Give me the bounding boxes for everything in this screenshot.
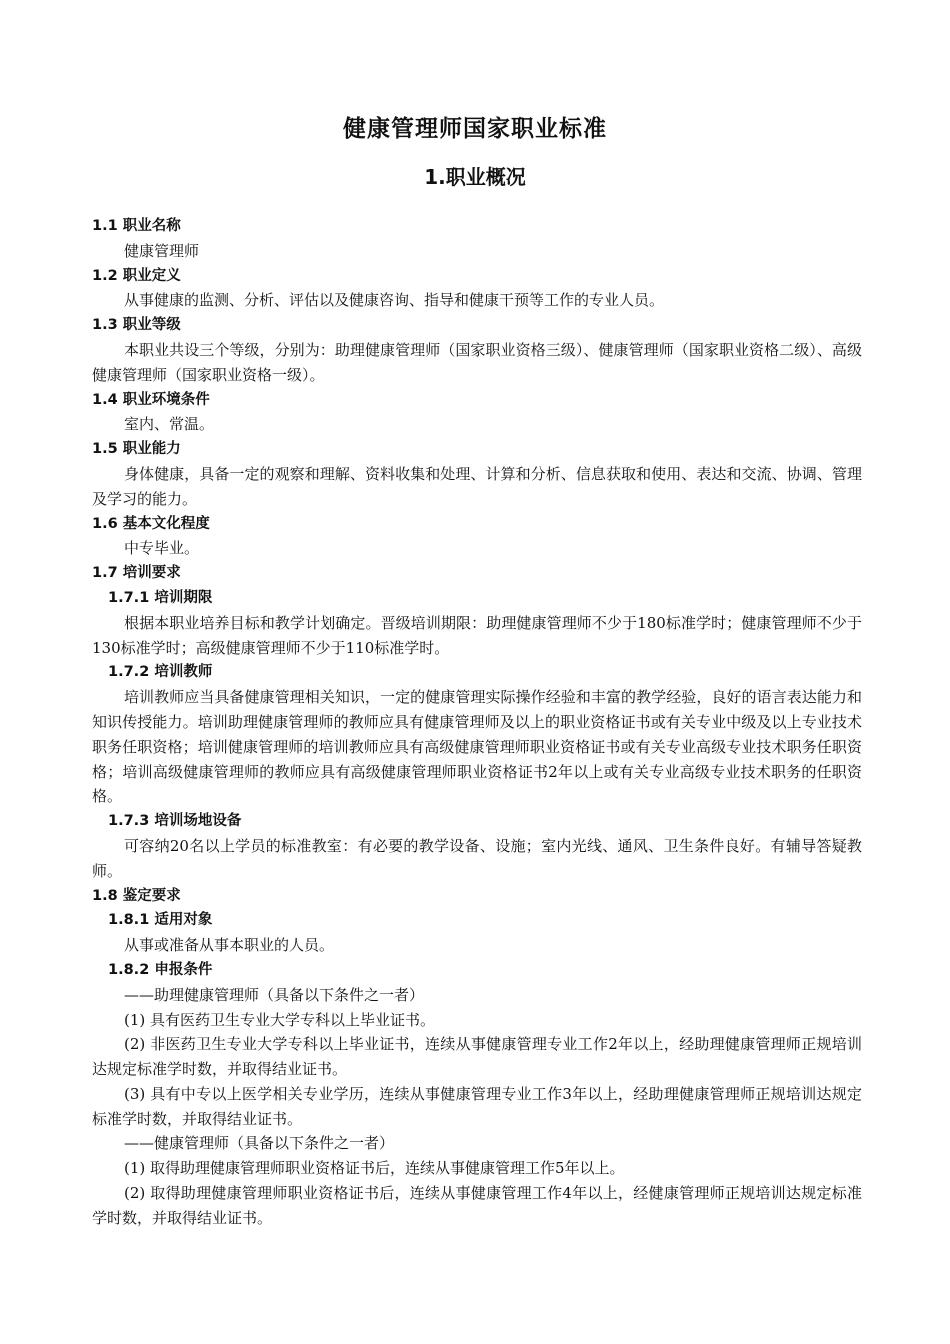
subsection-heading: 1.7.2 培训教师	[108, 664, 213, 681]
section-heading: 1.3 职业等级	[92, 317, 181, 334]
document-title: 健康管理师国家职业标准	[343, 116, 607, 142]
section-text: 从事或准备从事本职业的人员。	[124, 936, 335, 955]
condition-item: (1) 取得助理健康管理师职业资格证书后，连续从事健康管理工作5年以上。	[124, 1159, 625, 1178]
subsection-heading: 1.7.3 培训场地设备	[108, 813, 242, 830]
section-text: 培训教师应当具备健康管理相关知识，一定的健康管理实际操作经验和丰富的教学经验，良好的语言表达能力和知识传授能力。培训助理健康管理师的教师应具有健康管理师及以上的职业资格证书或有关专业中级及以上专业技术职务任职资格；培训健康管理师的培训教师应具有高级健康管理师职业资格证书或有关专业高级专业技术职务任职资格；培训高级健康管理师的教师应具有高级健康管理师职业资格证书2年以上或有关专业高级专业技术职务的任职资格。	[92, 688, 862, 806]
subsection-heading: 1.7.1 培训期限	[108, 589, 213, 606]
section-heading: 1.2 职业定义	[92, 267, 181, 284]
chapter-title: 1.职业概况	[424, 165, 526, 189]
section-heading: 1.1 职业名称	[92, 218, 181, 234]
condition-item: (2) 非医药卫生专业大学专科以上毕业证书，连续从事健康管理专业工作2年以上，经助理健康管理师正规培训达规定标准学时数，并取得结业证书。	[92, 1035, 862, 1079]
section-text: 从事健康的监测、分析、评估以及健康咨询、指导和健康干预等工作的专业人员。	[124, 291, 665, 310]
section-text: 室内、常温。	[124, 415, 215, 434]
section-text: 健康管理师	[124, 241, 200, 260]
condition-group-title: ——健康管理师（具备以下条件之一者）	[124, 1134, 395, 1153]
condition-item: (1) 具有医药卫生专业大学专科以上毕业证书。	[124, 1010, 436, 1029]
section-text: 根据本职业培养目标和教学计划确定。晋级培训期限：助理健康管理师不少于180标准学时；健康管理师不少于130标准学时；高级健康管理师不少于110标准学时。	[92, 613, 862, 657]
condition-group-title: ——助理健康管理师（具备以下条件之一者）	[124, 985, 425, 1004]
section-heading: 1.4 职业环境条件	[92, 391, 210, 408]
section-text: 本职业共设三个等级，分别为：助理健康管理师（国家职业资格三级）、健康管理师（国家职业资格二级）、高级健康管理师（国家职业资格一级）。	[92, 340, 862, 384]
condition-item: (2) 取得助理健康管理师职业资格证书后，连续从事健康管理工作4年以上，经健康管理师正规培训达规定标准学时数，并取得结业证书。	[92, 1184, 862, 1227]
section-heading: 1.5 职业能力	[92, 441, 181, 458]
section-heading: 1.6 基本文化程度	[92, 515, 210, 532]
section-heading: 1.7 培训要求	[92, 565, 181, 582]
document-body	[92, 214, 862, 1231]
subsection-heading: 1.8.2 申报条件	[108, 961, 213, 978]
section-text: 身体健康，具备一定的观察和理解、资料收集和处理、计算和分析、信息获取和使用、表达和交流、协调、管理及学习的能力。	[92, 464, 862, 508]
subsection-heading: 1.8.1 适用对象	[108, 912, 213, 929]
section-text: 可容纳20名以上学员的标准教室：有必要的教学设备、设施；室内光线、通风、卫生条件良好。有辅导答疑教师。	[92, 836, 862, 880]
condition-item: (3) 具有中专以上医学相关专业学历，连续从事健康管理专业工作3年以上，经助理健康管理师正规培训达规定标准学时数，并取得结业证书。	[92, 1084, 862, 1128]
section-text: 中专毕业。	[124, 539, 200, 558]
section-heading: 1.8 鉴定要求	[92, 887, 181, 904]
